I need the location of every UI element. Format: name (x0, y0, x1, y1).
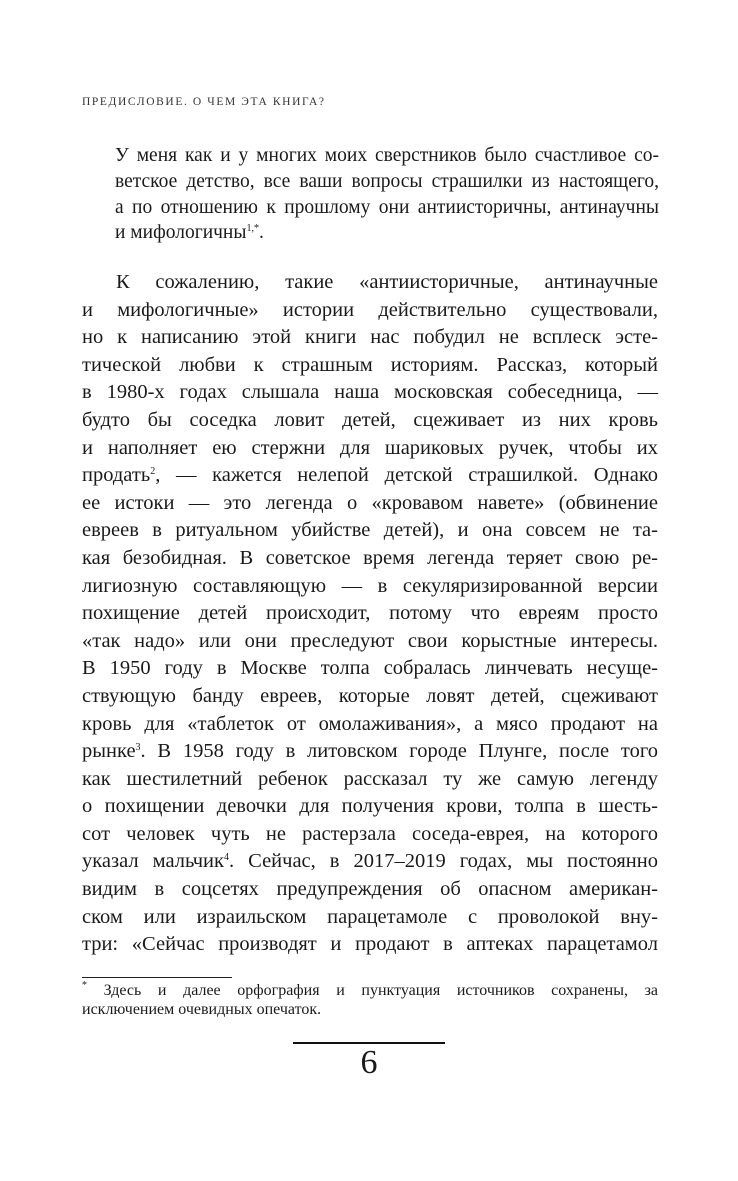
footnote-line (82, 981, 658, 1000)
body-line: кровь для «таблеток от омолаживания», а мясо продают на (82, 712, 658, 735)
body-text: , — кажется нелепой детской страшилкой. Однако (155, 464, 658, 487)
body-line: лигиозную составляющую — в секуляризированной версии (82, 574, 658, 597)
body-line: ствующую банду евреев, которые ловят детей, сцеживают (82, 684, 658, 707)
footnote-divider (82, 977, 232, 978)
epigraph-quote (115, 143, 659, 246)
body-line: о похищении девочки для получения крови, толпа в шесть- (82, 795, 658, 818)
footnote-marker: * (82, 980, 87, 991)
body-text: . В 1958 году в литовском городе Плунге, после того (140, 740, 658, 763)
body-line: «так надо» или они преследуют свои корыстные интересы. (82, 629, 658, 652)
body-line: похищение детей происходит, потому что евреям просто (82, 602, 658, 625)
body-text: указал мальчик (82, 850, 224, 873)
body-line: и мифологичные» истории действительно существовали, (82, 298, 658, 321)
page-number: 6 (360, 1044, 378, 1081)
body-line: ее истоки — это легенда о «кровавом навете» (обвинение (82, 491, 658, 514)
quote-line: ветское детство, все ваши вопросы страшилки из настоящего, (115, 170, 659, 192)
footnote-ref[interactable]: 1,* (246, 223, 259, 235)
body-line: тической любви к страшным историям. Рассказ, который (82, 353, 658, 376)
body-line: евреев в ритуальном убийстве детей), и она совсем не та- (82, 519, 658, 542)
body-line: как шестилетний ребенок рассказал ту же самую легенду (82, 767, 658, 790)
footnote-ref[interactable]: 4 (224, 852, 229, 864)
footnote-ref[interactable]: 3 (135, 742, 141, 754)
footnote-line: исключением очевидных опечаток. (82, 1001, 322, 1018)
body-text: продать (82, 464, 151, 487)
quote-line: а по отношению к прошлому они антиисторичны, антинаучны (115, 196, 659, 218)
footnote (82, 981, 658, 1019)
body-line: три: «Сейчас производят и продают в аптеках парацетамол (82, 933, 658, 956)
body-line: В 1950 году в Москве толпа собралась линчевать несуще- (82, 657, 658, 680)
body-line (82, 848, 658, 876)
body-line: в 1980-х годах слышала наша московская собеседница, — (82, 381, 658, 404)
quote-text: . (258, 222, 264, 244)
quote-line: У меня как и у многих моих сверстников было счастливое со- (115, 145, 659, 166)
body-line: ском или израильском парацетамоле с проволокой вну- (82, 905, 658, 928)
body-line: и наполняет ею стержни для шариковых ручек, чтобы их (82, 436, 658, 459)
body-line: но к написанию этой книги нас побудил не всплеск эсте- (82, 326, 658, 349)
body-line: кая безобидная. В советское время легенда теряет свою ре- (82, 546, 658, 569)
body-text: . Сейчас, в 2017–2019 годах, мы постоянно (229, 850, 658, 873)
body-line: К сожалению, такие «антиисторичные, антинаучные (116, 271, 658, 293)
body-line (82, 738, 658, 766)
footnote-text: Здесь и далее орфография и пунктуация источников сохранены, за (103, 982, 659, 999)
footnote-ref[interactable]: 2 (150, 466, 156, 478)
running-header: ПРЕДИСЛОВИЕ. О ЧЕМ ЭТА КНИГА? (82, 96, 326, 108)
body-line: сот человек чуть не растерзала соседа-еврея, на которого (82, 822, 658, 845)
body-line: видим в соцсетях предупреждения об опасном американ- (82, 878, 658, 901)
body-text: рынке (82, 740, 136, 763)
body-line: будто бы соседка ловит детей, сцеживает из них кровь (82, 408, 658, 431)
body-line (82, 462, 658, 490)
body-paragraph (82, 269, 658, 959)
quote-text: и мифологичны (115, 222, 247, 244)
quote-line (115, 220, 659, 246)
